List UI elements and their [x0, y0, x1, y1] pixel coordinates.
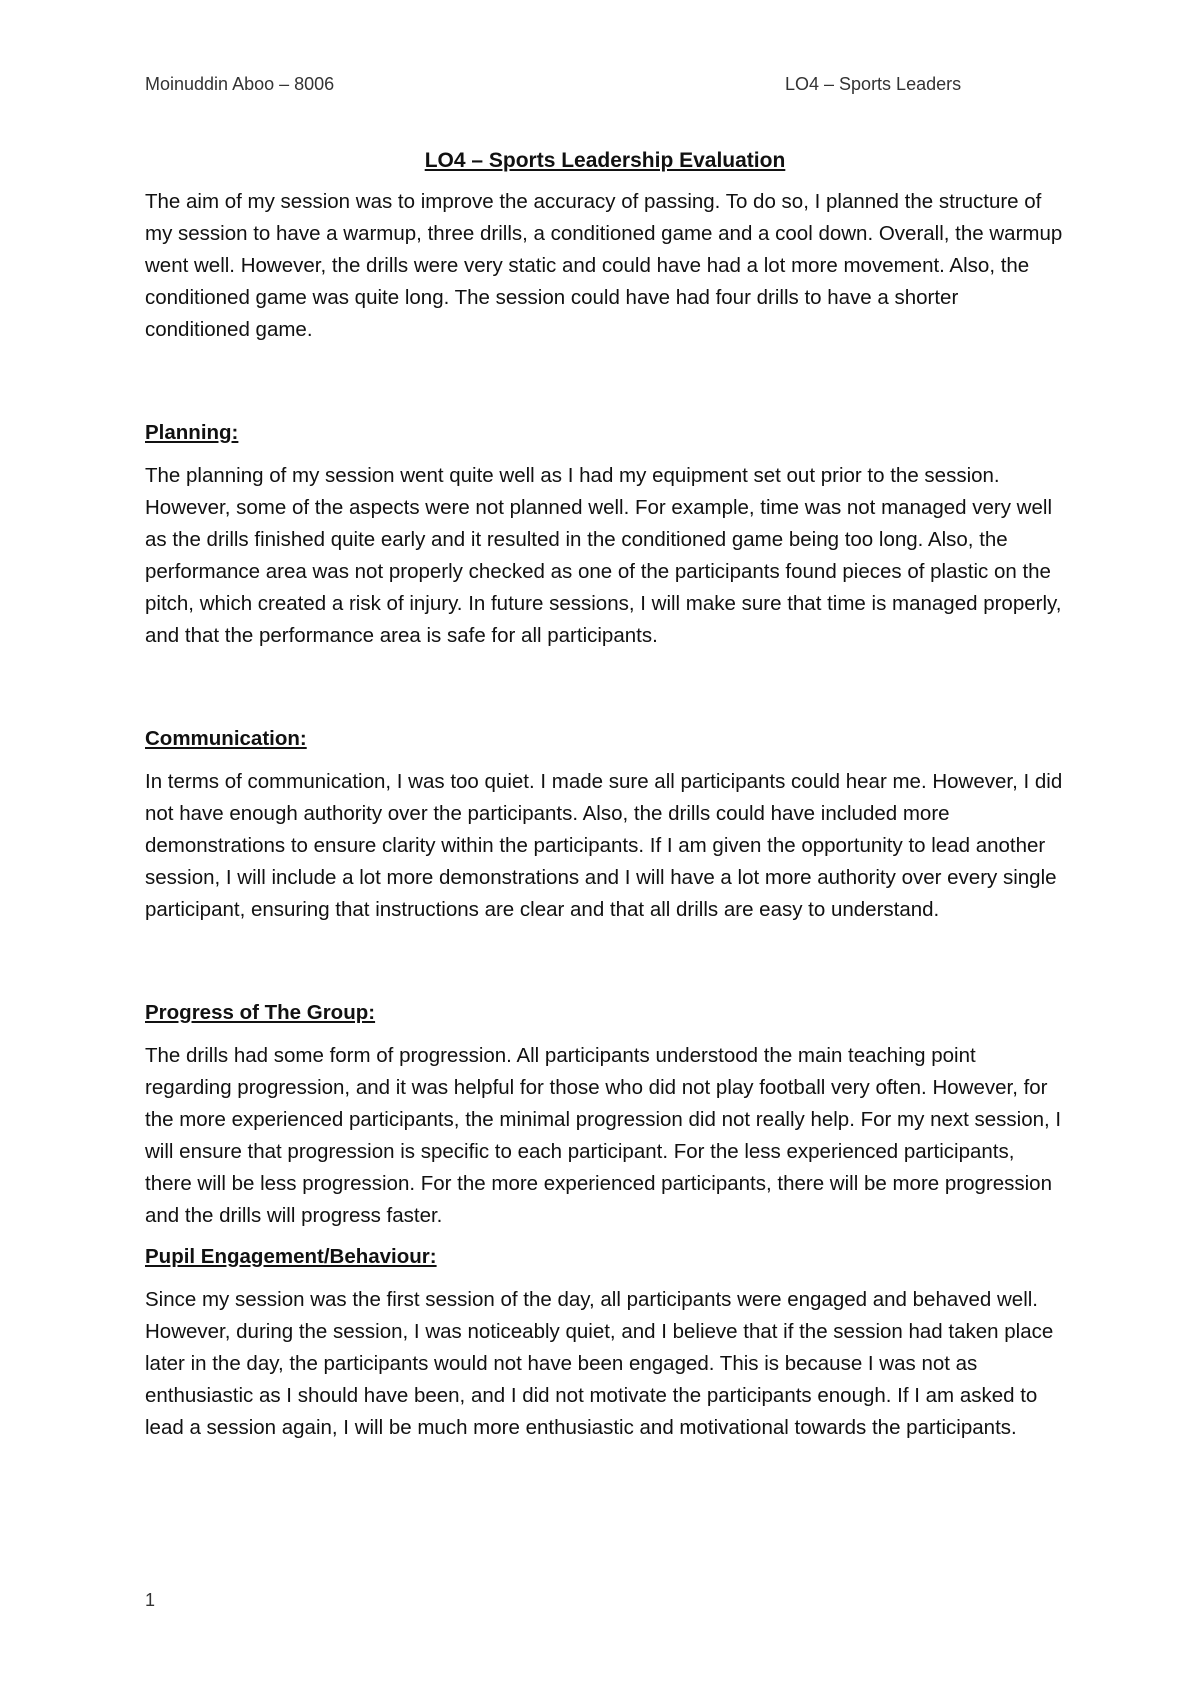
communication-heading: Communication: — [145, 727, 307, 750]
planning-paragraph: The planning of my session went quite well as I had my equipment set out prior to the session. However, some of the aspects were not planned well. For example, time was not managed very well as the drills finished quite early and it resulted in the conditioned game being too long. Also, the performance area was not properly checked as one of the participants found pieces of plastic on the pitch, which created a risk of injury. In future sessions, I will make sure that time is managed properly, and that the performance area is safe for all participants. — [145, 464, 1062, 647]
engagement-paragraph: Since my session was the first session of the day, all participants were engaged and behaved well. However, during the session, I was noticeably quiet, and I believe that if the session had taken place later in the day, the participants would not have been engaged. This is because I was not as enthusiastic as I should have been, and I did not motivate the participants enough. If I am asked to lead a session again, I will be much more enthusiastic and motivational towards the participants. — [145, 1288, 1054, 1439]
planning-heading: Planning: — [145, 421, 239, 444]
progress-paragraph: The drills had some form of progression. All participants understood the main teaching point regarding progression, and it was helpful for those who did not play football very often. However, for the more experienced participants, the minimal progression did not really help. For my next session, I will ensure that progression is specific to each participant. For the less experienced participants, there will be less progression. For the more experienced participants, there will be more progression and the drills will progress faster. — [145, 1044, 1062, 1227]
communication-paragraph: In terms of communication, I was too quiet. I made sure all participants could hear me. However, I did not have enough authority over the participants. Also, the drills could have included more demonstrations to ensure clarity within the participants. If I am given the opportunity to lead another session, I will include a lot more demonstrations and I will have a lot more authority over every single participant, ensuring that instructions are clear and that all drills are easy to understand. — [145, 770, 1063, 921]
intro-paragraph: The aim of my session was to improve the accuracy of passing. To do so, I planned the structure of my session to have a warmup, three drills, a conditioned game and a cool down. Overall, the warmup went well. However, the drills were very static and could have had a lot more movement. Also, the conditioned game was quite long. The session could have had four drills to have a shorter conditioned game. — [145, 190, 1063, 341]
page-number: 1 — [145, 1590, 156, 1610]
engagement-heading: Pupil Engagement/Behaviour: — [145, 1245, 437, 1268]
progress-heading: Progress of The Group: — [145, 1001, 376, 1024]
header-course: LO4 – Sports Leaders — [785, 74, 962, 94]
document-body — [145, 146, 1065, 1444]
document-title: LO4 – Sports Leadership Evaluation — [424, 149, 786, 172]
header-author: Moinuddin Aboo – 8006 — [145, 74, 335, 94]
